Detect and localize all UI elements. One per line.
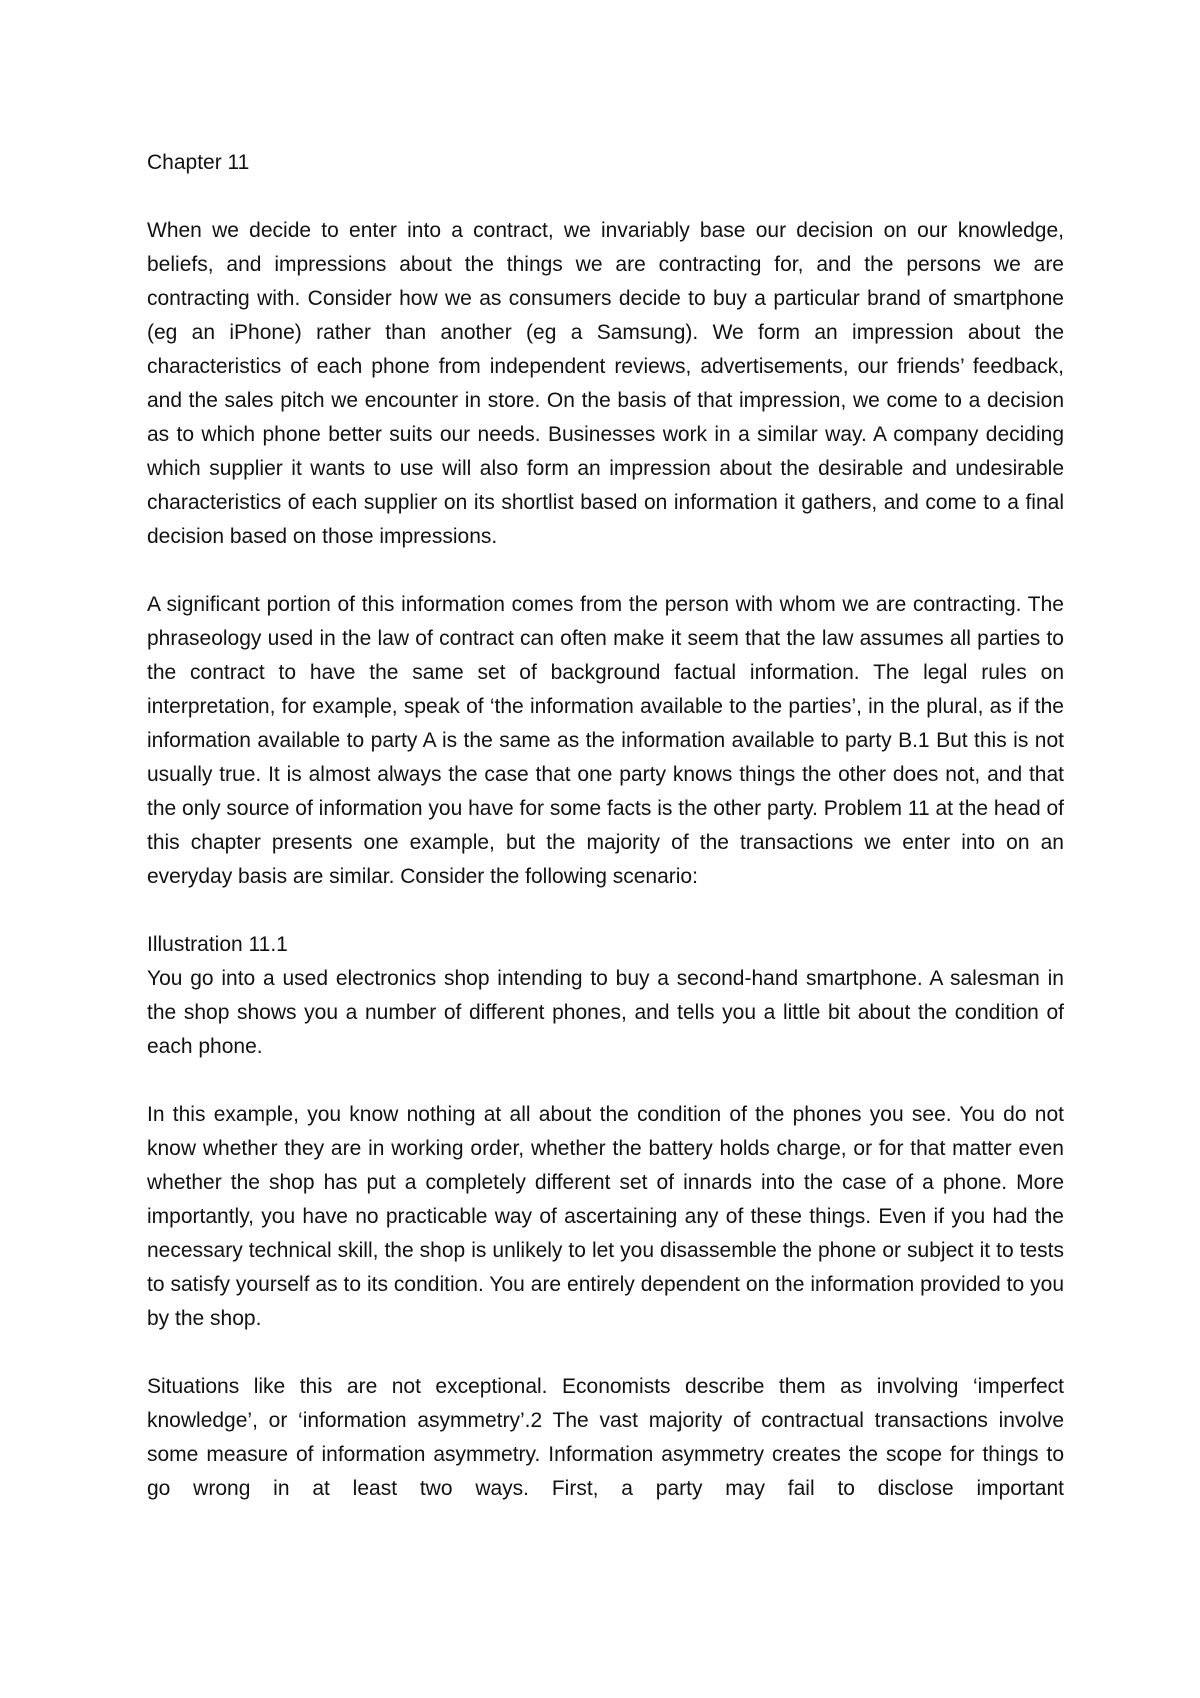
- paragraph-example-analysis: In this example, you know nothing at all about the condition of the phones you see. You do not know whether they are in working order, whether the battery holds charge, or for that matter even whether the shop has put a completely different set of innards into the case of a phone. More importantly, you have no practicable way of ascertaining any of these things. Even if you had the necessary technical skill, the shop is unlikely to let you disassemble the phone or subject it to tests to satisfy yourself as to its condition. You are entirely dependent on the information provided to you by the shop.: [147, 1103, 1064, 1330]
- paragraph-intro: When we decide to enter into a contract, we invariably base our decision on our knowledge, beliefs, and impressions about the things we are contracting for, and the persons we are contracting with. Consider how we as consumers decide to buy a particular brand of smartphone (eg an iPhone) rather than another (eg a Samsung). We form an impression about the characteristics of each phone from independent reviews, advertisements, our friends’ feedback, and the sales pitch we encounter in store. On the basis of that impression, we come to a decision as to which phone better suits our needs. Businesses work in a similar way. A company deciding which supplier it wants to use will also form an impression about the desirable and undesirable characteristics of each supplier on its shortlist based on information it gathers, and come to a final decision based on those impressions.: [147, 219, 1064, 548]
- illustration-body: You go into a used electronics shop intending to buy a second-hand smartphone. A salesman in the shop shows you a number of different phones, and tells you a little bit about the condition of each phone.: [147, 967, 1064, 1058]
- paragraph-information-source: A significant portion of this information comes from the person with whom we are contracting. The phraseology used in the law of contract can often make it seem that the law assumes all parties to the contract to have the same set of background factual information. The legal rules on interpretation, for example, speak of ‘the information available to the parties’, in the plural, as if the information available to party A is the same as the information available to party B.1 But this is not usually true. It is almost always the case that one party knows things the other does not, and that the only source of information you have for some facts is the other party. Problem 11 at the head of this chapter presents one example, but the majority of the transactions we enter into on an everyday basis are similar. Consider the following scenario:: [147, 593, 1064, 888]
- paragraph-information-asymmetry: Situations like this are not exceptional. Economists describe them as involving ‘imperfect knowledge’, or ‘information asymmetry’.2 The vast majority of contractual transactions involve some measure of information asymmetry. Information asymmetry creates the scope for things to go wrong in at least two ways. First, a party may fail to disclose important: [147, 1375, 1064, 1500]
- illustration-title: Illustration 11.1: [147, 933, 288, 956]
- chapter-title: Chapter 11: [147, 151, 250, 174]
- document-page: [147, 146, 1064, 1506]
